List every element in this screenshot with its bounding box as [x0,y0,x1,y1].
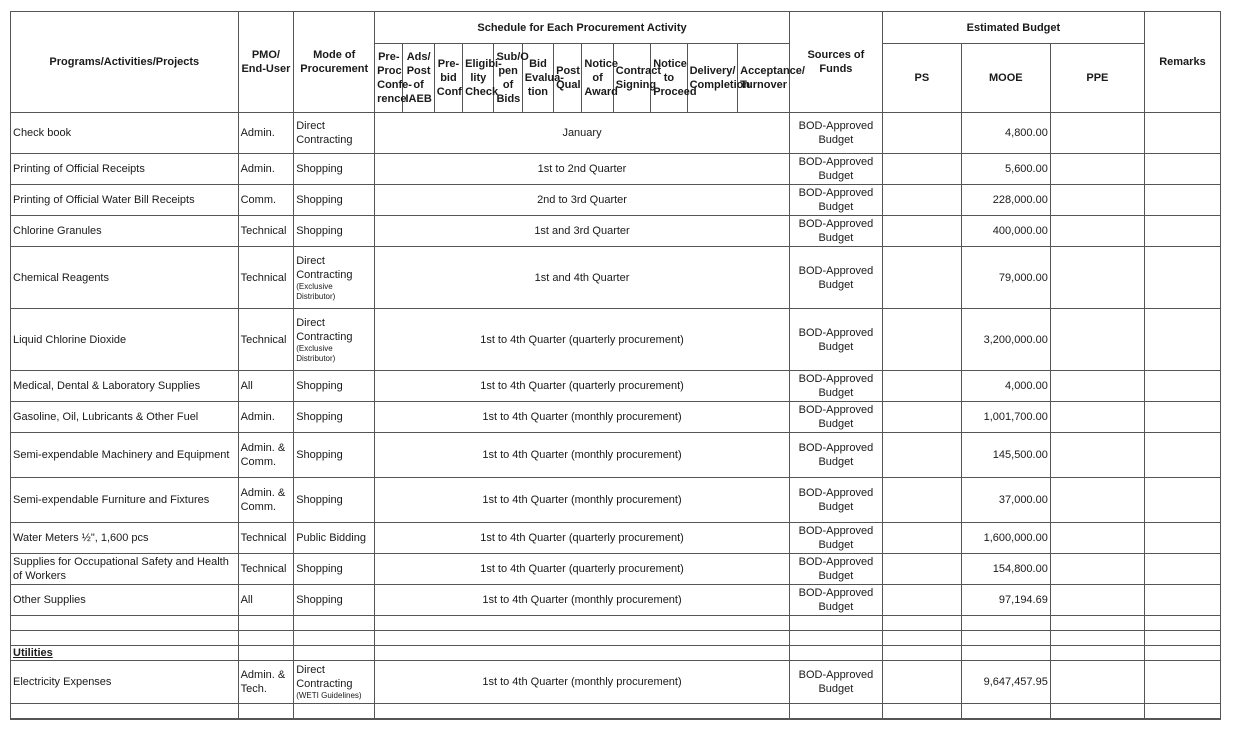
mode-cell [294,554,375,585]
schedule-cell: 1st to 4th Quarter (quarterly procurement) [375,371,790,402]
program-cell: Semi-expendable Furniture and Fixtures [11,478,239,523]
schedule-cell: 1st to 4th Quarter (quarterly procurement) [375,523,790,554]
ps-cell [882,402,961,433]
mode-text: Shopping [296,411,343,423]
table-row [11,113,1221,154]
header-schedule-col: Sub/O pen of Bids [494,44,522,113]
source-cell: BOD-Approved Budget [789,247,882,309]
table-row [11,585,1221,616]
pmo-cell: Technical [238,523,294,554]
ppe-cell [1050,478,1144,523]
program-cell: Medical, Dental & Laboratory Supplies [11,371,239,402]
mode-text: Direct Contracting [296,254,353,281]
mode-cell [294,185,375,216]
mode-text: Shopping [296,194,343,206]
header-schedule-col: Notice to Proceed [651,44,687,113]
ppe-cell [1050,216,1144,247]
header-schedule-col: Acceptance/ Turnover [738,44,790,113]
schedule-cell: 1st and 3rd Quarter [375,216,790,247]
table-row [11,661,1221,704]
pmo-cell: Technical [238,309,294,371]
source-cell: BOD-Approved Budget [789,216,882,247]
procurement-table [10,11,1221,719]
ppe-cell [1050,585,1144,616]
source-cell: BOD-Approved Budget [789,433,882,478]
ppe-cell [1050,433,1144,478]
mode-note: (Exclusive Distributor) [296,343,336,363]
program-cell: Check book [11,113,239,154]
schedule-cell: 1st to 4th Quarter (monthly procurement) [375,585,790,616]
program-cell: Electricity Expenses [11,661,239,704]
table-row [11,402,1221,433]
table-row [11,371,1221,402]
source-cell: BOD-Approved Budget [789,478,882,523]
mode-cell [294,433,375,478]
pmo-cell: Admin. & Comm. [238,478,294,523]
mode-cell [294,154,375,185]
mooe-cell: 1,001,700.00 [961,402,1050,433]
remarks-cell [1144,402,1220,433]
mode-text: Direct Contracting [296,664,353,690]
ppe-cell [1050,554,1144,585]
procurement-plan [10,11,1221,719]
ppe-cell [1050,185,1144,216]
ps-cell [882,478,961,523]
bottom-rule [10,719,1221,720]
source-cell: BOD-Approved Budget [789,554,882,585]
remarks-cell [1144,478,1220,523]
schedule-cell: 1st to 4th Quarter (monthly procurement) [375,402,790,433]
mode-text: Shopping [296,225,343,237]
mode-text: Shopping [296,380,343,392]
header-schedule-col: Eligibi-lity Check [463,44,494,113]
pmo-cell: Admin. [238,113,294,154]
header-schedule-col: Ads/ Post of IAEB [403,44,434,113]
program-cell: Water Meters ½", 1,600 pcs [11,523,239,554]
mooe-cell: 4,000.00 [961,371,1050,402]
schedule-cell: 1st to 4th Quarter (quarterly procurement) [375,554,790,585]
program-cell: Printing of Official Water Bill Receipts [11,185,239,216]
ps-cell [882,371,961,402]
ppe-cell [1050,523,1144,554]
ps-cell [882,185,961,216]
source-cell: BOD-Approved Budget [789,585,882,616]
pmo-cell: Technical [238,554,294,585]
mooe-cell: 9,647,457.95 [961,661,1050,704]
remarks-cell [1144,661,1220,704]
program-cell: Printing of Official Receipts [11,154,239,185]
program-cell: Liquid Chlorine Dioxide [11,309,239,371]
mode-cell [294,247,375,309]
mode-text: Direct Contracting [296,120,353,146]
mooe-cell: 228,000.00 [961,185,1050,216]
mooe-cell: 4,800.00 [961,113,1050,154]
ppe-cell [1050,371,1144,402]
remarks-cell [1144,433,1220,478]
source-cell: BOD-Approved Budget [789,402,882,433]
pmo-cell: Admin. [238,402,294,433]
header-pmo: PMO/ End-User [238,12,294,113]
table-row [11,216,1221,247]
mode-text: Shopping [296,163,343,175]
remarks-cell [1144,585,1220,616]
header-programs: Programs/Activities/Projects [11,12,239,113]
table-row [11,247,1221,309]
schedule-cell: January [375,113,790,154]
ps-cell [882,433,961,478]
source-cell: BOD-Approved Budget [789,661,882,704]
header-mode: Mode of Procurement [294,12,375,113]
pmo-cell: Admin. & Comm. [238,433,294,478]
remarks-cell [1144,523,1220,554]
ps-cell [882,554,961,585]
schedule-cell: 1st to 4th Quarter (monthly procurement) [375,478,790,523]
mooe-cell: 5,600.00 [961,154,1050,185]
section-title-utilities: Utilities [11,646,239,661]
mooe-cell: 400,000.00 [961,216,1050,247]
header-schedule-col: Delivery/ Completion [687,44,738,113]
program-cell: Other Supplies [11,585,239,616]
remarks-cell [1144,185,1220,216]
blank-row [11,616,1221,631]
mode-text: Public Bidding [296,532,366,544]
section-row [11,646,1221,661]
mode-cell [294,113,375,154]
source-cell: BOD-Approved Budget [789,113,882,154]
header-schedule-col: Contract Signing [613,44,650,113]
schedule-cell: 1st to 4th Quarter (monthly procurement) [375,661,790,704]
mode-text: Shopping [296,494,343,506]
mooe-cell: 145,500.00 [961,433,1050,478]
schedule-cell: 1st and 4th Quarter [375,247,790,309]
pmo-cell: All [238,371,294,402]
ppe-cell [1050,661,1144,704]
table-row [11,523,1221,554]
source-cell: BOD-Approved Budget [789,523,882,554]
header-budget: Estimated Budget [882,12,1144,44]
header-mooe: MOOE [961,44,1050,113]
program-cell: Gasoline, Oil, Lubricants & Other Fuel [11,402,239,433]
header-schedule: Schedule for Each Procurement Activity [375,12,790,44]
mode-cell [294,585,375,616]
ppe-cell [1050,247,1144,309]
remarks-cell [1144,247,1220,309]
schedule-cell: 2nd to 3rd Quarter [375,185,790,216]
remarks-cell [1144,113,1220,154]
header-remarks: Remarks [1144,12,1220,113]
pmo-cell: Admin. [238,154,294,185]
pmo-cell: Technical [238,216,294,247]
pmo-cell: All [238,585,294,616]
header-schedule-col: Post Qual [554,44,582,113]
table-row [11,433,1221,478]
mode-cell [294,371,375,402]
mode-text: Direct Contracting [296,316,353,343]
program-cell: Semi-expendable Machinery and Equipment [11,433,239,478]
mode-text: Shopping [296,563,343,575]
mode-cell [294,523,375,554]
mode-cell [294,216,375,247]
source-cell: BOD-Approved Budget [789,185,882,216]
mode-cell [294,309,375,371]
table-row [11,478,1221,523]
ps-cell [882,585,961,616]
header-schedule-col: Notice of Award [582,44,613,113]
program-cell: Chemical Reagents [11,247,239,309]
schedule-cell: 1st to 4th Quarter (quarterly procurement) [375,309,790,371]
mooe-cell: 37,000.00 [961,478,1050,523]
header-schedule-col: Bid Evalua-tion [522,44,553,113]
mode-cell [294,402,375,433]
pmo-cell: Comm. [238,185,294,216]
ps-cell [882,154,961,185]
ppe-cell [1050,309,1144,371]
remarks-cell [1144,371,1220,402]
source-cell: BOD-Approved Budget [789,154,882,185]
mooe-cell: 97,194.69 [961,585,1050,616]
program-cell: Chlorine Granules [11,216,239,247]
header-ppe: PPE [1050,44,1144,113]
header-ps: PS [882,44,961,113]
mooe-cell: 1,600,000.00 [961,523,1050,554]
mode-cell [294,661,375,704]
pmo-cell: Technical [238,247,294,309]
ps-cell [882,216,961,247]
header-schedule-col: Pre-Proc Confe-rence [375,44,403,113]
schedule-cell: 1st to 2nd Quarter [375,154,790,185]
pmo-cell: Admin. & Tech. [238,661,294,704]
ps-cell [882,309,961,371]
mode-note: (Exclusive Distributor) [296,281,336,301]
table-row [11,554,1221,585]
program-cell: Supplies for Occupational Safety and Health of Workers [11,554,239,585]
remarks-cell [1144,309,1220,371]
blank-row [11,704,1221,719]
header-sources: Sources of Funds [789,12,882,113]
source-cell: BOD-Approved Budget [789,309,882,371]
ps-cell [882,113,961,154]
table-row [11,185,1221,216]
header-schedule-col: Pre-bid Conf [434,44,462,113]
ps-cell [882,247,961,309]
remarks-cell [1144,554,1220,585]
remarks-cell [1144,154,1220,185]
mode-text: Shopping [296,449,343,461]
ps-cell [882,661,961,704]
source-cell: BOD-Approved Budget [789,371,882,402]
mode-text: Shopping [296,594,343,606]
ppe-cell [1050,113,1144,154]
mode-cell [294,478,375,523]
blank-row [11,631,1221,646]
table-row [11,154,1221,185]
mooe-cell: 3,200,000.00 [961,309,1050,371]
ppe-cell [1050,402,1144,433]
mooe-cell: 154,800.00 [961,554,1050,585]
mode-note: (WETI Guidelines) [296,691,362,700]
mooe-cell: 79,000.00 [961,247,1050,309]
schedule-cell: 1st to 4th Quarter (monthly procurement) [375,433,790,478]
table-row [11,309,1221,371]
ps-cell [882,523,961,554]
ppe-cell [1050,154,1144,185]
remarks-cell [1144,216,1220,247]
